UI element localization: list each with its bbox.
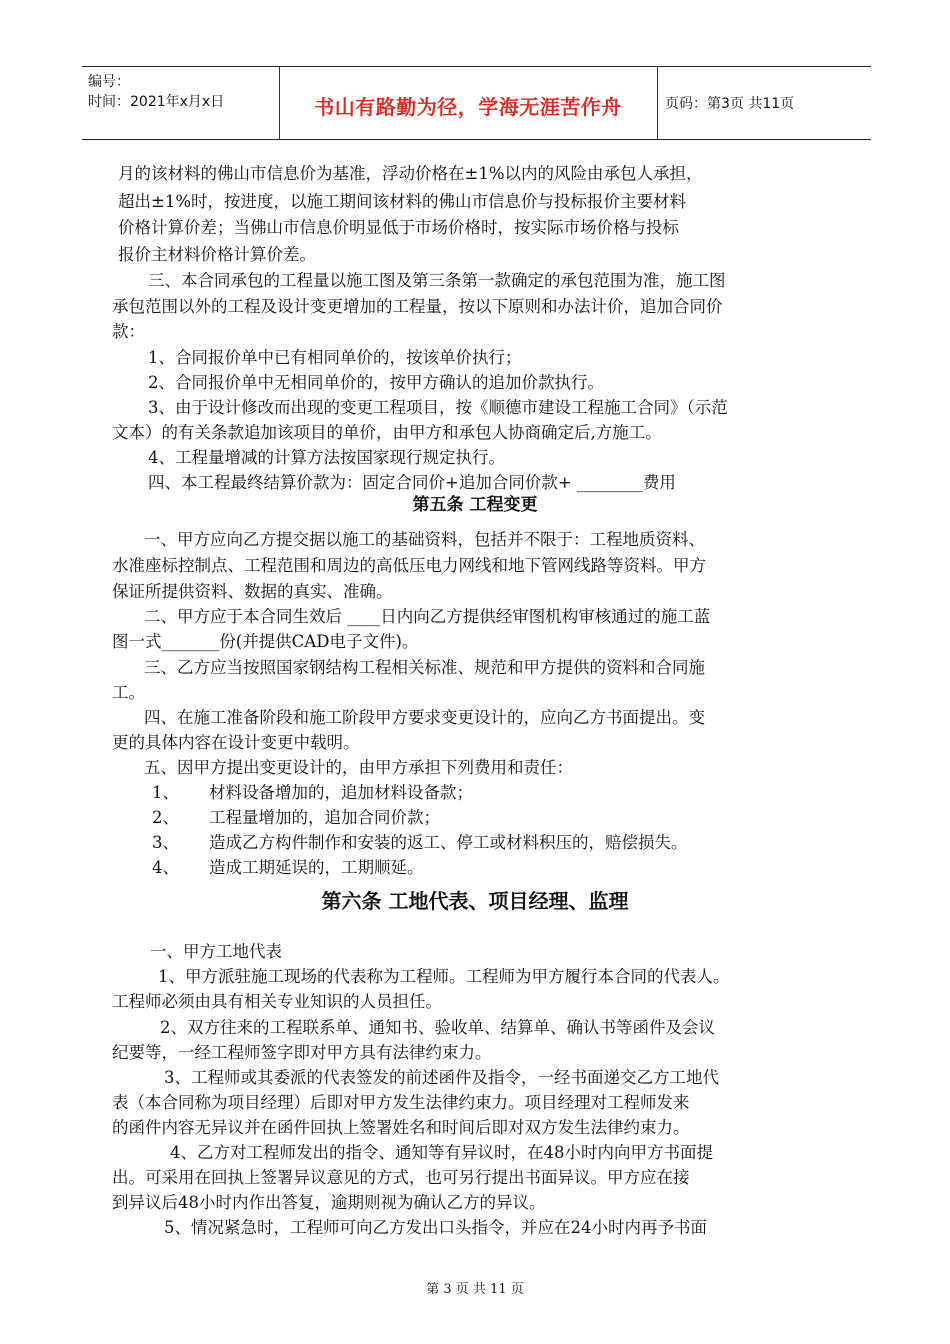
paragraph-line: 月的该材料的佛山市信息价为基准，浮动价格在±1%以内的风险由承包人承担，: [118, 164, 703, 183]
article-6-title: 第六条 工地代表、项目经理、监理: [321, 889, 629, 913]
list-item: [152, 856, 424, 880]
paragraph-line: 4、乙方对工程师发出的指令、通知等有异议时，在48小时内向甲方书面提: [170, 1143, 713, 1162]
paragraph-line: 承包范围以外的工程及设计变更增加的工程量，按以下原则和办法计价，追加合同价: [112, 297, 723, 316]
document-number-label: 编号：: [88, 74, 130, 90]
paragraph-line: 5、情况紧急时，工程师可向乙方发出口头指令，并应在24小时内再予书面: [164, 1218, 707, 1237]
paragraph-line: 保证所提供资料、数据的真实、准确。: [112, 582, 393, 601]
paragraph-line: 三、乙方应当按照国家钢结构工程相关标准、规范和甲方提供的资料和合同施: [144, 658, 705, 677]
list-number: 4、: [152, 858, 179, 877]
list-item: [152, 831, 688, 855]
page-footer: 第 3 页 共 11 页: [426, 1282, 524, 1297]
paragraph-line: 的函件内容无异议并在函件回执上签署姓名和时间后即对双方发生法律约束力。: [112, 1118, 690, 1137]
paragraph-line: 文本）的有关条款追加该项目的单价，由甲方和承包人协商确定后,方施工。: [112, 423, 662, 442]
paragraph-line: 出。可采用在回执上签署异议意见的方式，也可另行提出书面异议。甲方应在接: [112, 1168, 690, 1187]
paragraph-line: 水准座标控制点、工程范围和周边的高低压电力网线和地下管网线路等资料。甲方: [112, 556, 706, 575]
paragraph-line: 图一式_______份(并提供CAD电子文件)。: [112, 632, 419, 651]
list-text: 造成乙方构件制作和安装的返工、停工或材料积压的，赔偿损失。: [209, 833, 688, 852]
header-page-cell: [657, 67, 871, 139]
list-item: [152, 806, 440, 830]
list-text: 造成工期延误的，工期顺延。: [209, 858, 424, 877]
paragraph-line: 到异议后48小时内作出答复，逾期则视为确认乙方的异议。: [112, 1193, 546, 1212]
paragraph-line: 2、双方往来的工程联系单、通知书、验收单、结算单、确认书等函件及会议: [160, 1018, 715, 1037]
header-meta-cell: [82, 67, 280, 139]
list-number: 3、: [152, 833, 179, 852]
list-number: 1、: [152, 783, 179, 802]
paragraph-line: 更的具体内容在设计变更中载明。: [112, 733, 360, 752]
paragraph-line: 一、甲方工地代表: [150, 942, 282, 961]
list-number: 2、: [152, 808, 179, 827]
header-page-number: 页码：第3页 共11页: [665, 96, 795, 112]
paragraph-line: 工。: [112, 683, 145, 702]
paragraph-line: 2、合同报价单中无相同单价的，按甲方确认的追加价款执行。: [148, 373, 604, 392]
list-item: [152, 781, 473, 805]
paragraph-line: 工程师必须由具有相关专业知识的人员担任。: [112, 992, 442, 1011]
paragraph-line: 款：: [112, 322, 145, 341]
paragraph-line: 3、工程师或其委派的代表签发的前述函件及指令，一经书面递交乙方工地代: [164, 1068, 719, 1087]
paragraph-line: 报价主材料价格计算价差。: [118, 245, 316, 264]
paragraph-line: 价格计算价差；当佛山市信息价明显低于市场价格时，按实际市场价格与投标: [118, 218, 679, 237]
paragraph-line: 一、甲方应向乙方提交据以施工的基础资料，包括并不限于：工程地质资料、: [144, 530, 705, 549]
list-text: 工程量增加的，追加合同价款；: [209, 808, 440, 827]
header-motto: 书山有路勤为径，学海无涯苦作舟: [314, 95, 622, 119]
header-motto-cell: [279, 67, 658, 139]
page-header: [82, 66, 871, 140]
article-5-title: 第五条 工程变更: [412, 495, 538, 515]
paragraph-line: 纪要等，一经工程师签字即对甲方具有法律约束力。: [112, 1043, 492, 1062]
paragraph-line: 四、本工程最终结算价款为：固定合同价+追加合同价款+ ________费用: [148, 473, 676, 492]
paragraph-line: 五、因甲方提出变更设计的，由甲方承担下列费用和责任：: [144, 758, 573, 777]
document-date: 时间：2021年x月x日: [88, 94, 225, 110]
paragraph-line: 3、由于设计修改而出现的变更工程项目，按《顺德市建设工程施工合同》（示范: [148, 398, 728, 417]
paragraph-line: 四、在施工准备阶段和施工阶段甲方要求变更设计的，应向乙方书面提出。变: [144, 708, 705, 727]
paragraph-line: 超出±1%时，按进度，以施工期间该材料的佛山市信息价与投标报价主要材料: [118, 192, 687, 211]
list-text: 材料设备增加的，追加材料设备款；: [209, 783, 473, 802]
paragraph-line: 1、甲方派驻施工现场的代表称为工程师。工程师为甲方履行本合同的代表人。: [158, 967, 730, 986]
paragraph-line: 4、工程量增减的计算方法按国家现行规定执行。: [148, 448, 505, 467]
paragraph-line: 二、甲方应于本合同生效后 ____日内向乙方提供经审图机构审核通过的施工蓝: [144, 607, 711, 626]
paragraph-line: 三、本合同承包的工程量以施工图及第三条第一款确定的承包范围为准，施工图: [148, 271, 726, 290]
paragraph-line: 1、合同报价单中已有相同单价的，按该单价执行；: [148, 348, 522, 367]
paragraph-line: 表（本合同称为项目经理）后即对甲方发生法律约束力。项目经理对工程师发来: [112, 1093, 690, 1112]
